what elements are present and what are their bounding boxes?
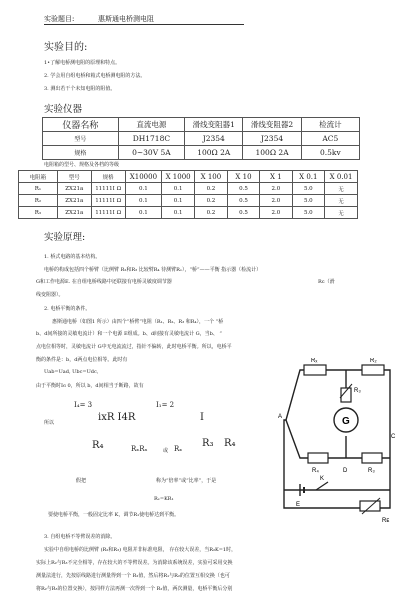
table-cell: 11111Ⅰ Ω xyxy=(91,183,125,195)
paragraph-line: 惠斯通电桥（如图1 所示）由四个“桥臂”电阻（R₁、R₂、R₃ 和R₄），一个 “桥 xyxy=(52,319,224,325)
section-heading: 3. 自组电桥不等臂误差的消除。 xyxy=(44,534,116,540)
table-header-row xyxy=(19,171,358,183)
paragraph-line: G和工作电源E. 在自组电桥线路中还联接有电桥灵敏度调节器 xyxy=(36,279,172,285)
paragraph-line: 将R₂与R₃的位置交换），按同样方法再测一次得到一个 R₂值，两次测量，电桥平衡后分别 xyxy=(36,586,233,592)
figure-label: R₂ xyxy=(370,358,377,364)
table-cell: R₁ xyxy=(19,183,58,195)
figure-label: R₄ xyxy=(312,468,319,474)
resistor-rx xyxy=(304,365,326,375)
paragraph-line: 衡的条件是：b，d两点电位相等。此时有 xyxy=(36,357,128,363)
figure-label: A xyxy=(278,414,283,420)
table-cell: 0.5 xyxy=(227,207,259,219)
table-row xyxy=(19,195,358,207)
table-header-cell: X 0.1 xyxy=(292,171,325,183)
table-header-cell: X 10 xyxy=(227,171,259,183)
table-header-cell: X 1000 xyxy=(162,171,195,183)
figure-label: R₃ xyxy=(368,468,375,474)
table-cell: R₂ xyxy=(19,195,58,207)
section-heading: 2. 电桥平衡的条件。 xyxy=(44,306,91,312)
table-header-cell: X 0.01 xyxy=(325,171,358,183)
purpose-heading: 实验目的: xyxy=(44,42,88,53)
resistor-r4 xyxy=(308,453,328,463)
table-header-cell: 检流计 xyxy=(301,118,359,132)
table-cell: DH1718C xyxy=(118,132,184,146)
equation: I xyxy=(200,412,204,423)
table-row xyxy=(19,207,358,219)
instruments-heading: 实验仪器 xyxy=(44,104,83,115)
paragraph-line: 实际上R₂与R₃不完全相等，存在较大的不等臂误差。为消除该系统误差，实验可采用交换 xyxy=(36,560,233,566)
equation: R₄ xyxy=(224,438,236,449)
resistor-r2 xyxy=(362,365,384,375)
paragraph-line: Rᴄ（滑 xyxy=(318,279,335,285)
table-cell: 5.0 xyxy=(292,195,325,207)
equation: ixR I4R xyxy=(98,412,136,423)
table-cell: ZX21a xyxy=(57,207,91,219)
table-header-cell: 规格 xyxy=(91,171,125,183)
equation: R₄ xyxy=(92,440,104,451)
table-cell: 5.0 xyxy=(292,207,325,219)
table-cell: 无 xyxy=(325,183,358,195)
table-cell: 0.5 xyxy=(227,183,259,195)
table-header-cell: X 1 xyxy=(260,171,292,183)
table-cell: 0.5 xyxy=(227,195,259,207)
table-cell: 0.2 xyxy=(195,195,228,207)
table-cell: 2.0 xyxy=(260,207,292,219)
table-header-cell: X10000 xyxy=(125,171,161,183)
table-header-row xyxy=(43,118,360,132)
resbox-caption: 电阻箱的型号、规格及各档的等级 xyxy=(44,162,120,168)
table-cell: J2354 xyxy=(243,132,301,146)
instruments-table xyxy=(42,117,360,160)
paragraph-line: b、d间所接的灵敏电流计）和一个电源 E组成。b、d间接有灵敏电流计 G，当b、 “ xyxy=(36,331,222,337)
table-header-cell: 仪器名称 xyxy=(43,118,119,132)
table-cell: 2.0 xyxy=(260,195,292,207)
principle-heading: 实验原理: xyxy=(44,232,86,243)
table-cell: 0.1 xyxy=(162,183,195,195)
figure-label: C xyxy=(391,434,396,440)
section-heading: 1. 桥式电路的基本结构。 xyxy=(44,254,101,260)
table-cell: 11111Ⅰ Ω xyxy=(91,195,125,207)
figure-label: R₃ xyxy=(354,388,361,394)
figure-label: Rₓ xyxy=(311,358,318,364)
resistor-r3 xyxy=(362,453,382,463)
figure-label: Rᴇ xyxy=(382,518,390,524)
table-header-cell: X 100 xyxy=(195,171,228,183)
table-cell: 0.1 xyxy=(125,183,161,195)
equation: Rₓ xyxy=(174,445,183,453)
paragraph-line: 由于平衡时Iɢ 0，所以 b，d间相当于断路，故有 xyxy=(36,383,144,389)
table-cell: 100Ω 2A xyxy=(243,146,301,160)
header-rule xyxy=(44,24,244,25)
header-label: 实验题目: xyxy=(44,15,75,23)
equation: 所以 xyxy=(44,420,55,426)
table-cell: AC5 xyxy=(301,132,359,146)
resbox-table xyxy=(18,170,358,219)
table-cell: 0.1 xyxy=(162,207,195,219)
table-cell: 5.0 xyxy=(292,183,325,195)
purpose-item: 3. 测出若干个未知电阻的阻值。 xyxy=(44,86,116,92)
table-cell: ZX21a xyxy=(57,195,91,207)
paragraph-line: 电桥的构成包括四个桥臂（比例臂 R₂和R₃ 比较臂R₄ 待测臂Rₓ），“桥”——平衡 指示器（检流计） xyxy=(44,267,262,273)
equation: I₄= 3 xyxy=(74,401,93,409)
purpose-item: 2. 学会用自组电桥和箱式电桥测电阻的方法。 xyxy=(44,73,146,79)
table-cell: J2354 xyxy=(185,132,243,146)
figure-label: G xyxy=(342,416,350,427)
table-cell: 0.1 xyxy=(125,207,161,219)
paragraph-line: 假把 xyxy=(76,478,87,484)
paragraph-line: 实验中自组电桥的比例臂 (R₂和R₃) 电阻并非标准电阻， 存在较大误差，当R₂K=1时， xyxy=(44,547,237,553)
table-cell: 11111Ⅰ Ω xyxy=(91,207,125,219)
table-row xyxy=(43,146,360,160)
table-header-cell: 电阻箱 xyxy=(19,171,58,183)
figure-label: K xyxy=(320,476,325,482)
equation: I₁= 2 xyxy=(156,401,175,409)
table-cell: 型号 xyxy=(43,132,119,146)
paragraph-line: 要使电桥平衡，一般固定比率 K，调节R₁使电桥达到平衡。 xyxy=(48,512,180,518)
table-cell: 无 xyxy=(325,207,358,219)
equation: R₃ xyxy=(202,438,214,449)
paragraph-line: 线变阻器）。 xyxy=(36,292,64,298)
table-cell: 0~30V 5A xyxy=(118,146,184,160)
paragraph-line: 点电位相等时，灵敏电流计 G中无电流流过，指针不偏转，此时电桥平衡。所以，电桥平 xyxy=(36,344,232,350)
equation: Uab=Uad, Ubc=Udc, xyxy=(44,369,99,375)
table-cell: R₃ xyxy=(19,207,58,219)
table-cell: ZX21a xyxy=(57,183,91,195)
bridge-circuit-figure xyxy=(278,358,396,536)
figure-label: D xyxy=(343,468,348,474)
table-cell: 0.1 xyxy=(125,195,161,207)
equation: RₓRₓ xyxy=(131,445,148,453)
table-row xyxy=(19,183,358,195)
purpose-item: 1•了解电桥测电阻的原理和特点。 xyxy=(44,60,121,66)
table-cell: 100Ω 2A xyxy=(185,146,243,160)
table-header-cell: 型号 xyxy=(57,171,91,183)
resistor-re xyxy=(360,501,380,511)
table-cell: 0.5kv xyxy=(301,146,359,160)
table-header-cell: 滑线变阻器1 xyxy=(185,118,243,132)
paragraph-line: 称为“倍率”或“比率”，于是 xyxy=(156,478,217,484)
experiment-title: 惠斯通电桥测电阻 xyxy=(98,15,154,23)
table-row xyxy=(43,132,360,146)
table-header-cell: 直流电源 xyxy=(118,118,184,132)
paragraph-line: 测量法进行，先按原线路进行测量得到一个 R₂值，然后将R₁与R₂的位置互相交换（也可 xyxy=(36,573,230,579)
table-header-cell: 滑线变阻器2 xyxy=(243,118,301,132)
table-cell: 0.2 xyxy=(195,183,228,195)
table-cell: 规格 xyxy=(43,146,119,160)
table-cell: 2.0 xyxy=(260,183,292,195)
figure-label: E xyxy=(296,502,301,508)
equation: Rₓ=KR₁ xyxy=(154,496,174,502)
table-cell: 无 xyxy=(325,195,358,207)
equation: 或 xyxy=(163,448,169,454)
table-cell: 0.1 xyxy=(162,195,195,207)
table-cell: 0.2 xyxy=(195,207,228,219)
